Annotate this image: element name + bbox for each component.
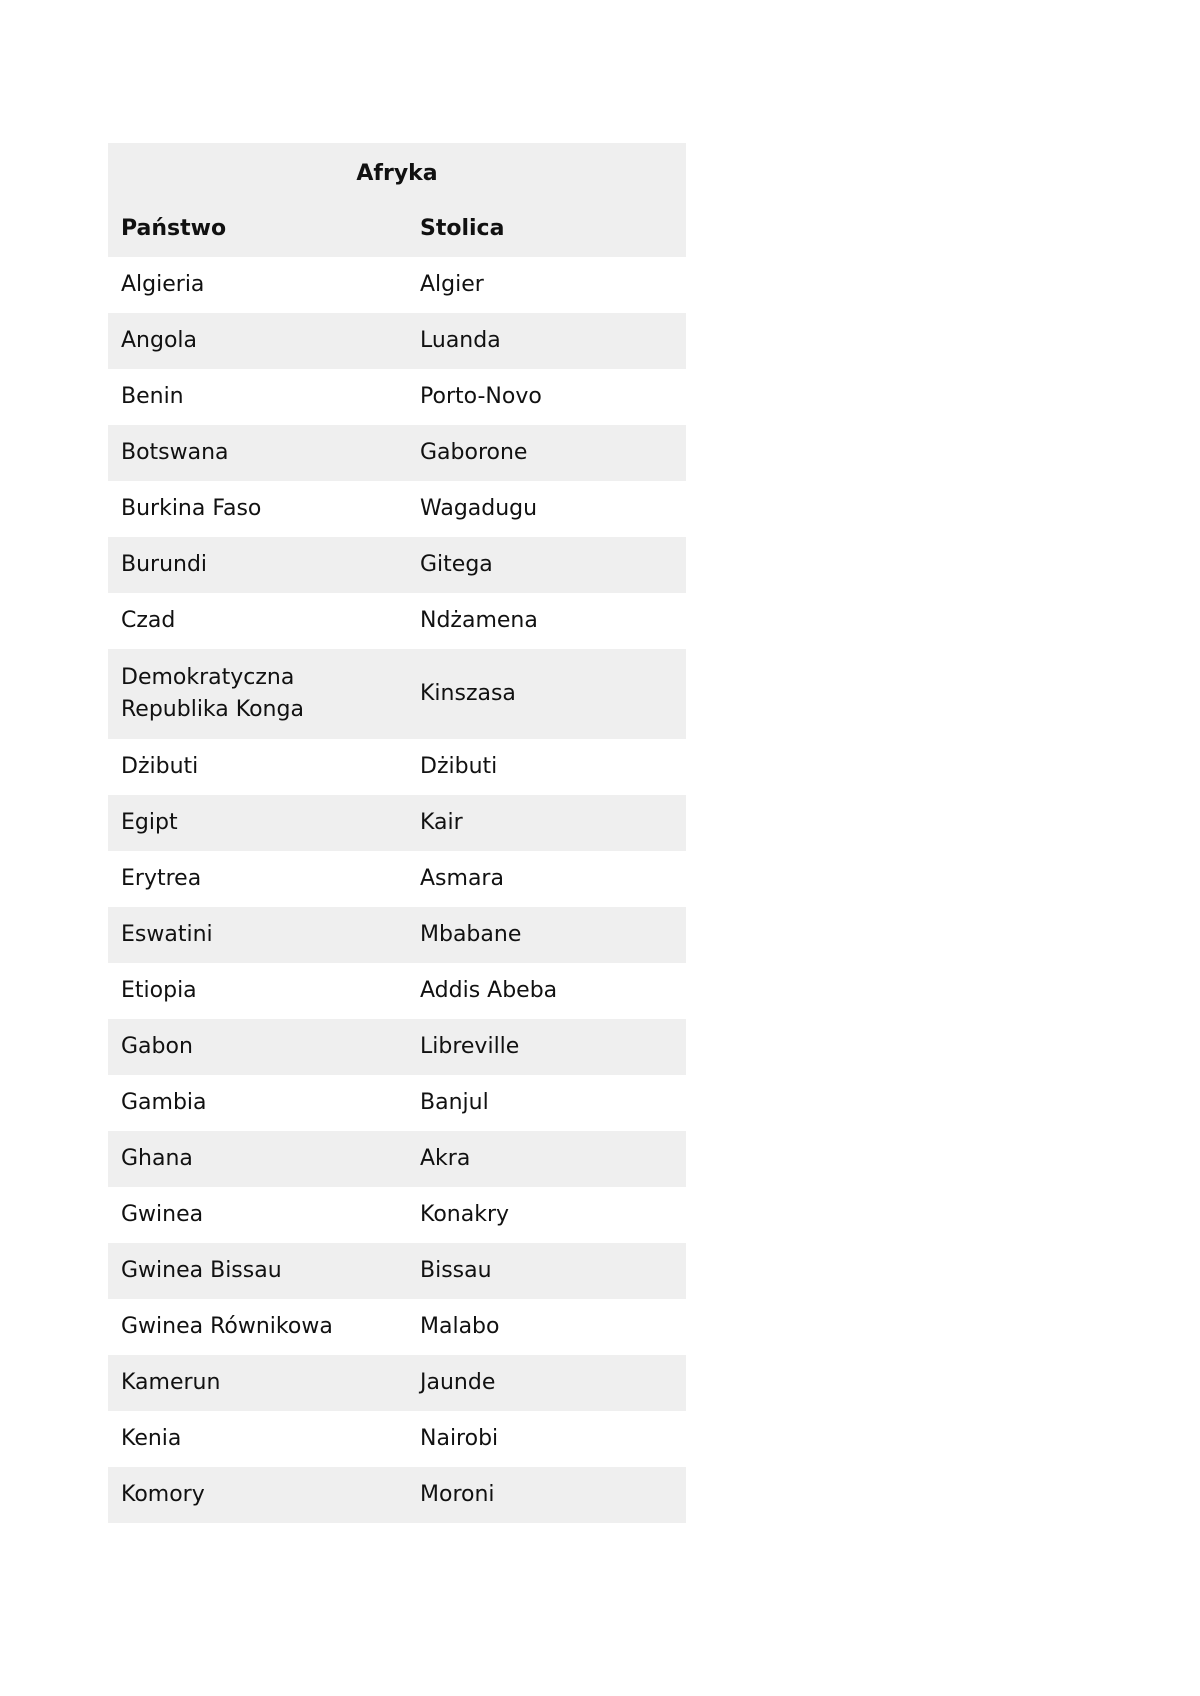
country-cell: Gwinea Równikowa <box>108 1299 407 1355</box>
column-header-capital: Stolica <box>407 201 686 257</box>
table-row <box>108 739 686 795</box>
capital-cell: Dżibuti <box>407 739 686 795</box>
table-row <box>108 537 686 593</box>
table-row <box>108 851 686 907</box>
country-cell: Gabon <box>108 1019 407 1075</box>
table-row <box>108 907 686 963</box>
table-row <box>108 795 686 851</box>
column-header-row <box>108 201 686 257</box>
capital-cell: Porto-Novo <box>407 369 686 425</box>
table-row <box>108 1075 686 1131</box>
capital-cell: Kinszasa <box>407 649 686 739</box>
country-cell: Botswana <box>108 425 407 481</box>
column-header-country: Państwo <box>108 201 407 257</box>
table-row <box>108 649 686 739</box>
table-row <box>108 425 686 481</box>
table-row <box>108 257 686 313</box>
capital-cell: Luanda <box>407 313 686 369</box>
capital-cell: Wagadugu <box>407 481 686 537</box>
table-row <box>108 963 686 1019</box>
table-row <box>108 481 686 537</box>
capital-cell: Algier <box>407 257 686 313</box>
capital-cell: Gitega <box>407 537 686 593</box>
capital-cell: Jaunde <box>407 1355 686 1411</box>
table-title: Afryka <box>108 143 686 201</box>
country-cell: Eswatini <box>108 907 407 963</box>
capital-cell: Bissau <box>407 1243 686 1299</box>
table-row <box>108 1411 686 1467</box>
table-title-row <box>108 143 686 201</box>
table-row <box>108 1019 686 1075</box>
country-cell: Algieria <box>108 257 407 313</box>
capital-cell: Kair <box>407 795 686 851</box>
country-cell: Komory <box>108 1467 407 1523</box>
country-cell: Burkina Faso <box>108 481 407 537</box>
capital-cell: Ndżamena <box>407 593 686 649</box>
table-row <box>108 1187 686 1243</box>
country-cell: Egipt <box>108 795 407 851</box>
country-cell: Angola <box>108 313 407 369</box>
table-row <box>108 593 686 649</box>
country-cell: Kenia <box>108 1411 407 1467</box>
country-cell: Burundi <box>108 537 407 593</box>
capital-cell: Addis Abeba <box>407 963 686 1019</box>
country-cell: Gwinea <box>108 1187 407 1243</box>
table-row <box>108 369 686 425</box>
table-row <box>108 1467 686 1523</box>
table-row <box>108 313 686 369</box>
country-cell: Ghana <box>108 1131 407 1187</box>
capital-cell: Akra <box>407 1131 686 1187</box>
capital-cell: Nairobi <box>407 1411 686 1467</box>
table-header <box>108 143 686 257</box>
table-row <box>108 1355 686 1411</box>
country-cell: Etiopia <box>108 963 407 1019</box>
capital-cell: Malabo <box>407 1299 686 1355</box>
capital-cell: Libreville <box>407 1019 686 1075</box>
country-cell: Demokratyczna Republika Konga <box>108 649 407 739</box>
capital-cell: Moroni <box>407 1467 686 1523</box>
table-row <box>108 1299 686 1355</box>
country-cell: Dżibuti <box>108 739 407 795</box>
country-cell: Gambia <box>108 1075 407 1131</box>
countries-capitals-table <box>108 143 686 1523</box>
capital-cell: Konakry <box>407 1187 686 1243</box>
table-row <box>108 1243 686 1299</box>
capital-cell: Mbabane <box>407 907 686 963</box>
country-cell: Czad <box>108 593 407 649</box>
table-row <box>108 1131 686 1187</box>
table-body <box>108 257 686 1523</box>
capital-cell: Banjul <box>407 1075 686 1131</box>
capital-cell: Gaborone <box>407 425 686 481</box>
country-cell: Benin <box>108 369 407 425</box>
capital-cell: Asmara <box>407 851 686 907</box>
country-cell: Kamerun <box>108 1355 407 1411</box>
country-cell: Gwinea Bissau <box>108 1243 407 1299</box>
country-cell: Erytrea <box>108 851 407 907</box>
